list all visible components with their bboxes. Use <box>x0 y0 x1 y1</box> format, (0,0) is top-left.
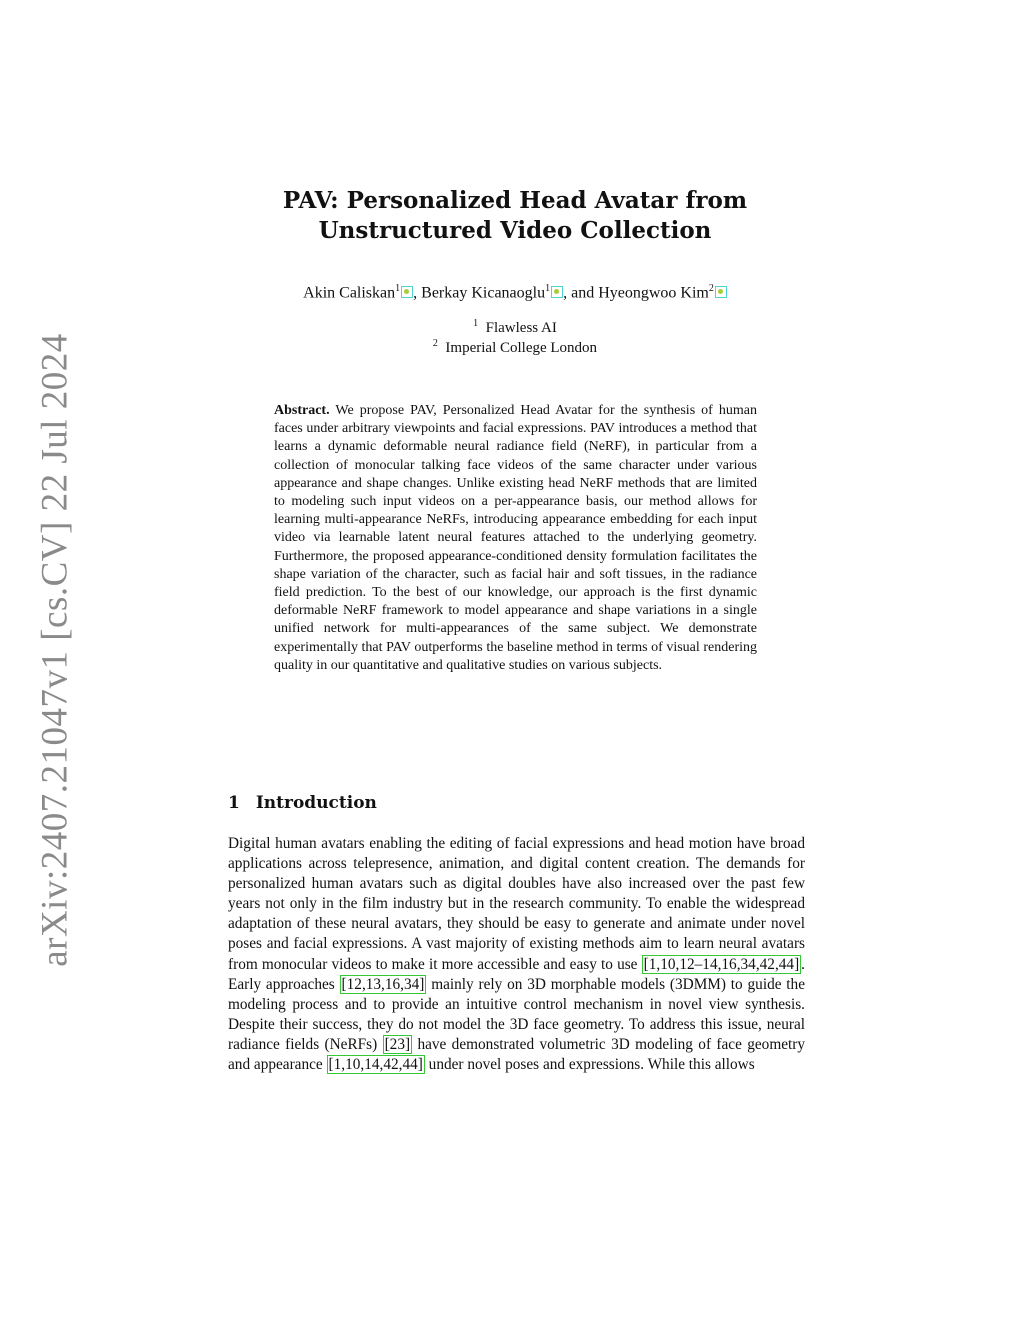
intro-text: . Early approaches <box>228 955 805 993</box>
orcid-icon[interactable] <box>401 286 413 298</box>
orcid-icon[interactable] <box>715 286 727 298</box>
intro-text: under novel poses and expressions. While this allows <box>424 1056 755 1074</box>
intro-text: Digital human avatars enabling the editing of facial expressions and head motion have broad applications across telepresence, animation, and digital content creation. The demands for personalized human avatars such as digital doubles have also increased over the past few years not only in the film industry but in the research community. To enable the widespread adaptation of these neural avatars, they should be easy to generate and animate under novel poses and facial expressions. A vast majority of existing methods aim to learn neural avatars from monocular videos to make it more accessible and easy to use <box>228 835 805 973</box>
section-heading-introduction <box>228 793 377 813</box>
section-title: Introduction <box>255 793 377 813</box>
citation-link[interactable]: [23] <box>384 1035 411 1053</box>
title-line-2: Unstructured Video Collection <box>318 217 712 244</box>
author-name: Akin Caliskan <box>303 284 396 302</box>
author-affil-sup: 1 <box>395 283 401 294</box>
author-name: Berkay Kicanaoglu <box>421 284 546 302</box>
abstract <box>274 402 757 675</box>
orcid-icon[interactable] <box>551 286 563 298</box>
introduction-paragraph <box>228 834 805 1075</box>
intro-text: mainly rely on 3D morphable models (3DMM) to guide the modeling process and to provide an intuitive control mechanism in novel view synthesis. Despite their success, they do not model the 3D face geometry. To address this issue, neural radiance fields (NeRFs) <box>228 975 805 1053</box>
citation-link[interactable]: [12,13,16,34] <box>341 975 425 993</box>
abstract-text: We propose PAV, Personalized Head Avatar for the synthesis of human faces under arbitrary viewpoints and facial expressions. PAV introduces a method that learns a dynamic deformable neural radiance field (NeRF), in particular from a collection of monocular talking face videos of the same character under various appearance and shape changes. Unlike existing head NeRF methods that are limited to modeling such input videos on a per-appearance basis, our method allows for learning multi-appearance NeRFs, introducing appearance embedding for each input video via learnable latent neural features attached to the underlying geometry. Furthermore, the proposed appearance-conditioned density formulation facilitates the shape variation of the character, such as facial hair and soft tissues, in the radiance field prediction. To the best of our knowledge, our approach is the first dynamic deformable NeRF framework to model appearance and shape variations in a single unified network for multi-appearances of the same subject. We demonstrate experimentally that PAV outperforms the baseline method in terms of visual rendering quality in our quantitative and qualitative studies on various subjects. <box>274 403 757 673</box>
section-number: 1 <box>228 793 240 813</box>
citation-link[interactable]: [1,10,14,42,44] <box>328 1056 423 1074</box>
citation-link[interactable]: [1,10,12–14,16,34,42,44] <box>643 955 800 973</box>
affiliation-sup: 2 <box>432 338 438 349</box>
affiliation-name: Imperial College London <box>445 340 598 356</box>
affiliation-1 <box>200 318 830 337</box>
author-separator: , and <box>563 284 599 302</box>
affiliation-sup: 1 <box>473 318 479 329</box>
affiliation-2 <box>200 338 830 357</box>
abstract-label: Abstract. <box>274 403 330 418</box>
affiliation-name: Flawless AI <box>485 320 557 336</box>
intro-text: have demonstrated volumetric 3D modeling of face geometry and appearance <box>228 1035 805 1074</box>
title-line-1: PAV: Personalized Head Avatar from <box>282 187 748 214</box>
author-affil-sup: 1 <box>545 283 551 294</box>
arxiv-identifier-stamp: arXiv:2407.21047v1 [cs.CV] 22 Jul 2024 <box>34 333 76 967</box>
author-separator: , <box>413 284 422 302</box>
author-affil-sup: 2 <box>708 283 714 294</box>
author-name: Hyeongwoo Kim <box>598 284 709 302</box>
author-list <box>200 283 830 302</box>
paper-title <box>200 186 830 246</box>
